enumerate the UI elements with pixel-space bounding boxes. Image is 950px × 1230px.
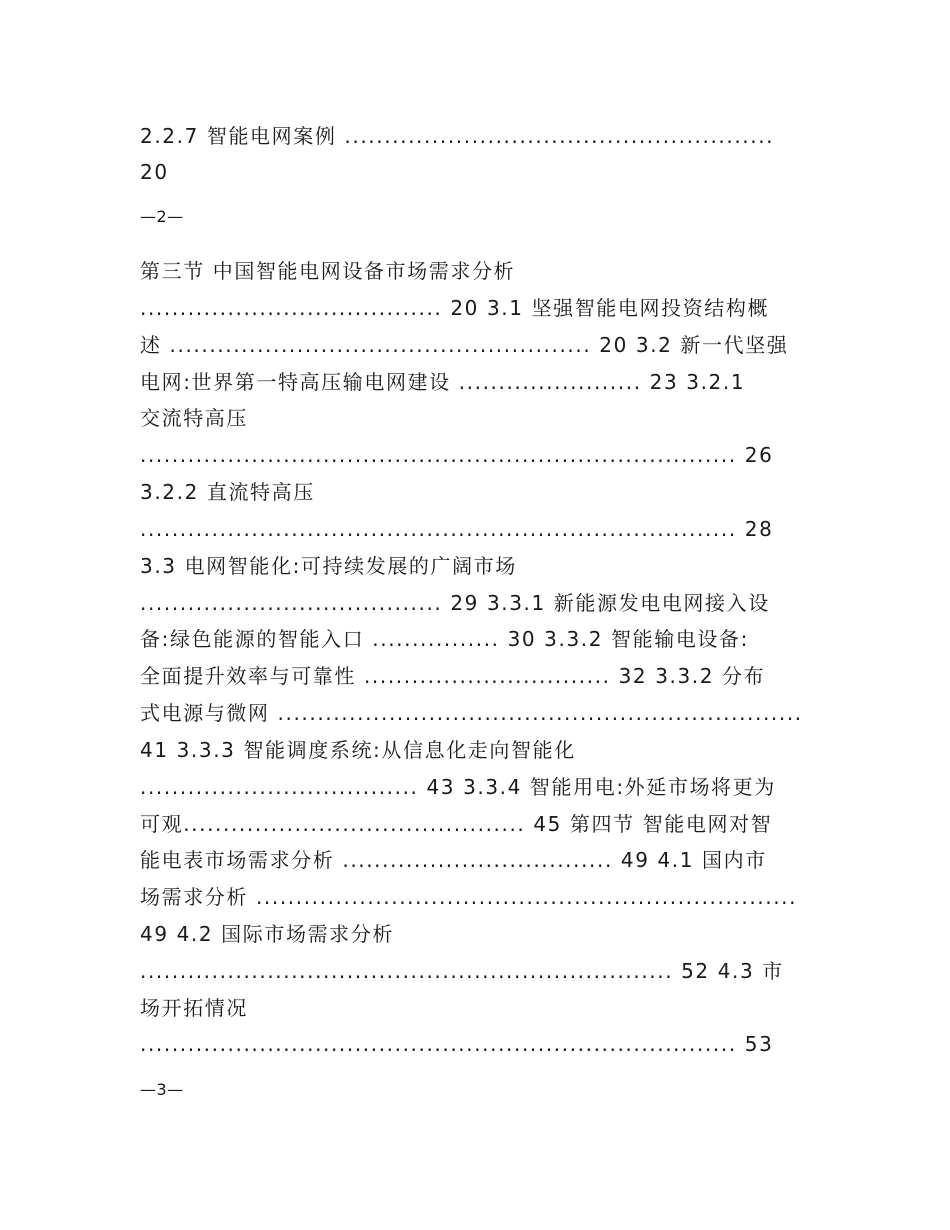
- toc-line: ...................................... 20 3.1 坚强智能电网投资结构概: [140, 296, 770, 320]
- toc-line: ........................................................................... 26: [140, 443, 774, 467]
- toc-line: 20: [140, 160, 169, 184]
- toc-line: 41 3.3.3 智能调度系统:从信息化走向智能化: [140, 738, 576, 762]
- toc-line: 场开拓情况: [140, 996, 248, 1020]
- toc-line: 电网:世界第一特高压输电网建设 ....................... 23 3.2.1: [140, 370, 746, 394]
- toc-line: 可观........................................... 45 第四节 智能电网对智: [140, 812, 773, 836]
- toc-line: 式电源与微网 ..................................................................: [140, 701, 803, 725]
- page-number: —3—: [140, 1080, 184, 1099]
- toc-line: 2.2.7 智能电网案例 ......................................................: [140, 124, 775, 148]
- toc-line: ........................................................................... 28: [140, 517, 774, 541]
- toc-line: 交流特高压: [140, 406, 248, 430]
- toc-line: 述 ..................................................... 20 3.2 新一代坚强: [140, 333, 789, 357]
- toc-line: 全面提升效率与可靠性 ............................... 32 3.3.2 分布: [140, 664, 766, 688]
- toc-line: 能电表市场需求分析 .................................. 49 4.1 国内市: [140, 848, 767, 872]
- toc-line: 3.2.2 直流特高压: [140, 480, 315, 504]
- toc-line: 备:绿色能源的智能入口 ................ 30 3.3.2 智能输电设备:: [140, 627, 749, 651]
- toc-line: 49 4.2 国际市场需求分析: [140, 922, 394, 946]
- toc-line: ...................................... 29 3.3.1 新能源发电电网接入设: [140, 591, 770, 615]
- toc-line: ........................................................................... 53: [140, 1032, 774, 1056]
- page-number: —2—: [140, 207, 184, 226]
- section-heading: 第三节 中国智能电网设备市场需求分析: [140, 259, 516, 283]
- toc-line: ................................................................... 52 4.3 市: [140, 959, 784, 983]
- toc-line: 场需求分析 ....................................................................: [140, 885, 798, 909]
- toc-line: 3.3 电网智能化:可持续发展的广阔市场: [140, 554, 517, 578]
- toc-line: ................................... 43 3.3.4 智能用电:外延市场将更为: [140, 775, 776, 799]
